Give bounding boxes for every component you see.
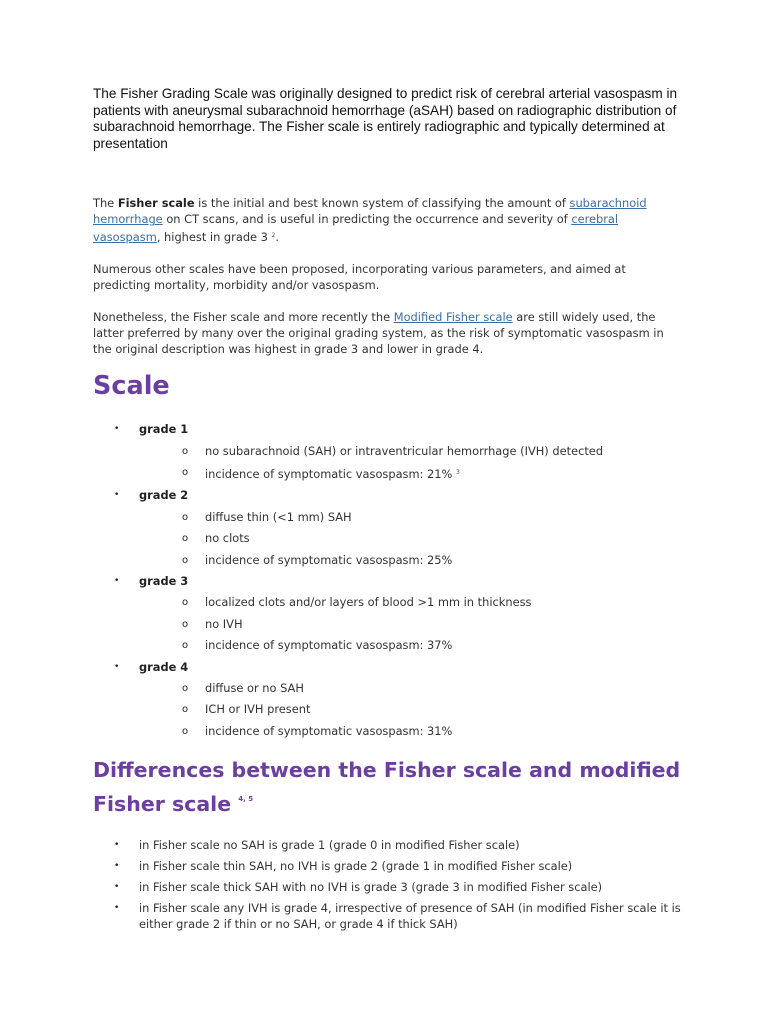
circle-bullet-icon: o [182,683,189,694]
circle-bullet-icon: o [182,704,189,716]
criteria-text: diffuse thin (<1 mm) SAH [205,509,352,524]
criteria-item [139,592,683,613]
grade-label: grade 4 [139,659,189,674]
circle-bullet-icon: o [182,640,189,652]
criteria-item [139,678,683,699]
fisher-definition-paragraph [93,195,683,244]
reference-marker[interactable]: 4, 5 [238,794,254,803]
circle-bullet-icon: o [182,618,189,630]
text-segment: on CT scans, and is useful in predicting the occurrence and severity of [162,212,572,227]
grade-list [93,419,683,742]
bullet-icon: • [114,840,120,851]
differences-heading-text: Differences between the Fisher scale and modified Fisher scale [93,758,681,816]
grade-label: grade 3 [139,573,189,588]
text-segment: . [275,229,279,244]
grade-criteria-list [139,592,683,656]
reference-marker[interactable]: 2 [271,231,276,239]
criteria-item [139,528,683,549]
intro-paragraph: The Fisher Grading Scale was originally designed to predict risk of cerebral arterial vasospasm in patients with aneurysmal subarachnoid hemorrhage (aSAH) based on radiographic distribution of subarachnoid hemorrhage. The Fisher scale is entirely radiographic and typically determined at presentation [93,86,678,151]
difference-item [93,858,683,874]
scale-heading: Scale [93,371,170,402]
circle-bullet-icon: o [182,725,189,737]
cerebral-vasospasm-link[interactable]: cerebral vasospasm [93,212,619,244]
fisher-scale-bold: Fisher scale [117,196,195,211]
circle-bullet-icon: o [182,597,189,609]
grade-label: grade 2 [139,488,189,503]
modified-fisher-scale-link[interactable]: Modified Fisher scale [393,309,513,324]
difference-text: in Fisher scale thin SAH, no IVH is grade 2 (grade 1 in modified Fisher scale) [139,859,573,874]
criteria-text: incidence of symptomatic vasospasm: 31% [205,723,453,738]
bullet-icon: • [114,424,120,435]
circle-bullet-icon: o [182,533,189,545]
grade-criteria-list [139,441,683,486]
criteria-item [139,699,683,720]
grade-label: grade 1 [139,422,189,437]
criteria-item [139,507,683,528]
criteria-item [139,614,683,635]
criteria-item [139,462,683,485]
bullet-icon: • [114,903,120,914]
text-segment: Nonetheless, the Fisher scale and more recently the [93,309,394,324]
criteria-text: localized clots and/or layers of blood >1 mm in thickness [205,595,532,610]
criteria-text: diffuse or no SAH [205,681,304,695]
difference-text: in Fisher scale thick SAH with no IVH is grade 3 (grade 3 in modified Fisher scale) [139,880,603,895]
criteria-item [139,635,683,656]
grade-item [93,419,683,485]
modified-scale-paragraph [93,309,683,357]
text-segment: are still widely used, the latter preferred by many over the original grading system, as the risk of symptomatic vasospasm in the original description was highest in grade 3 and lower in grade 4. [93,309,664,357]
difference-text: in Fisher scale no SAH is grade 1 (grade 0 in modified Fisher scale) [139,838,520,853]
bullet-icon: • [114,661,120,672]
grade-item [93,571,683,657]
grade-criteria-list [139,507,683,571]
grade-criteria-list [139,678,683,742]
criteria-item [139,721,683,742]
grade-item [93,485,683,571]
subarachnoid-hemorrhage-link[interactable]: subarachnoid hemorrhage [93,196,647,227]
grade-item [93,657,683,743]
bullet-icon: • [114,882,120,893]
other-scales-paragraph: Numerous other scales have been proposed, incorporating various parameters, and aimed at predicting mortality, morbidity and/or vasospasm. [93,261,626,292]
criteria-text: incidence of symptomatic vasospasm: 21% [205,466,453,481]
text-segment: is the initial and best known system of classifying the amount of [194,196,570,211]
reference-marker[interactable]: 3 [456,468,460,476]
differences-heading [93,756,683,818]
circle-bullet-icon: o [182,445,189,457]
text-segment: The [93,196,118,211]
criteria-text: no subarachnoid (SAH) or intraventricular hemorrhage (IVH) detected [205,443,604,458]
bullet-icon: • [114,861,120,872]
criteria-item [139,441,683,462]
circle-bullet-icon: o [182,466,189,478]
criteria-text: no IVH [205,616,243,631]
text-segment: , highest in grade 3 [156,229,272,244]
difference-item [93,879,683,895]
criteria-text: incidence of symptomatic vasospasm: 25% [205,552,453,567]
differences-list [93,837,683,932]
bullet-icon: • [114,575,120,586]
difference-text: in Fisher scale any IVH is grade 4, irrespective of presence of SAH (in modified Fisher scale it is either grade 2 if thin or no SAH, or grade 4 if thick SAH) [139,901,681,932]
circle-bullet-icon: o [182,554,189,566]
circle-bullet-icon: o [182,511,189,523]
difference-item [93,837,683,853]
bullet-icon: • [114,490,120,501]
criteria-text: incidence of symptomatic vasospasm: 37% [205,638,453,653]
criteria-text: no clots [205,531,250,546]
difference-item [93,900,683,932]
criteria-item [139,550,683,571]
criteria-text: ICH or IVH present [205,702,311,717]
article [93,86,683,937]
